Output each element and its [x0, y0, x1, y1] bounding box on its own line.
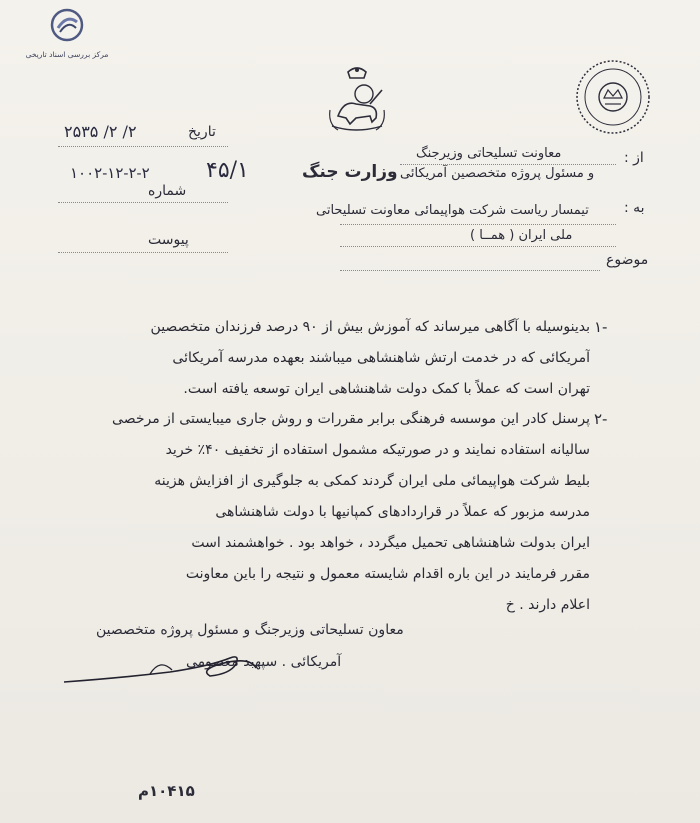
lion-and-sun-emblem-icon	[326, 64, 388, 138]
to-line-1: تیمسار ریاست شرکت هواپیمائی معاونت تسلیحاتی	[316, 203, 589, 218]
archive-logo-icon	[50, 8, 84, 42]
date-value: ۲/ ۲/ ۲۵۳۵	[64, 122, 137, 141]
handwritten-number: ۴۵/۱	[206, 158, 249, 183]
from-line-2: و مسئول پروژه متخصصین آمریکائی	[400, 166, 595, 181]
signature-line-2: آمریکائی . سپهبد معصومی	[186, 654, 342, 670]
archive-watermark	[12, 8, 122, 59]
to-label: به :	[624, 200, 645, 216]
from-underline	[400, 164, 616, 165]
para2-number: ۲-	[594, 410, 608, 428]
subject-label: موضوع	[606, 252, 649, 268]
to-line-2: ملی ایران ( همــا )	[470, 228, 573, 243]
from-label: از :	[624, 150, 644, 166]
para1-number: ۱-	[594, 318, 608, 336]
number-value: ۱۰۰۲-۱۲-۲-۲	[70, 164, 150, 182]
attachment-label: پیوست	[148, 232, 189, 248]
para1-line-1: بدینوسیله با آگاهی میرساند که آموزش بیش از ۹۰ درصد فرزندان متخصصین	[150, 319, 590, 335]
paragraph-2	[70, 404, 590, 621]
date-line	[58, 146, 228, 147]
para2-line-2: سالیانه استفاده نمایند و در صورتیکه مشمول استفاده از تخفیف ۴۰٪ خرید	[165, 442, 590, 458]
para2-line-5: ایران بدولت شاهنشاهی تحمیل میگردد ، خواهد بود . خواهشمند است	[191, 535, 590, 551]
round-stamp-icon	[574, 58, 652, 136]
para1-line-3: تهران است که عملاً با کمک دولت شاهنشاهی ایران توسعه یافته است.	[183, 381, 590, 397]
handwritten-signature-icon	[60, 650, 260, 690]
para2-line-3: بلیط شرکت هواپیمائی ملی ایران گردند کمکی به جلوگیری از افزایش هزینه	[154, 473, 590, 489]
from-line-1: معاونت تسلیحاتی وزیرجنگ	[416, 146, 562, 161]
to-underline-2	[340, 246, 616, 247]
date-label: تاریخ	[188, 124, 216, 140]
subject-line	[340, 270, 600, 271]
signature-line-1: معاون تسلیحاتی وزیرجنگ و مسئول پروژه متخصصین	[96, 622, 404, 638]
document-code: ۱۰۴۱۵م	[138, 782, 195, 800]
to-underline	[340, 224, 616, 225]
para2-line-7: اعلام دارند . خ	[505, 597, 590, 613]
number-line	[58, 202, 228, 203]
attachment-line	[58, 252, 228, 253]
number-label: شماره	[148, 183, 187, 199]
para2-line-1: پرسنل کادر این موسسه فرهنگی برابر مقررات و روش جاری میبایستی از مرخصی	[112, 411, 590, 427]
para1-line-2: آمریکائی که در خدمت ارتش شاهنشاهی میباشند بعهده مدرسه آمریکائی	[172, 350, 590, 366]
watermark-text: مرکز بررسی اسناد تاریخی	[25, 50, 109, 59]
ministry-title: وزارت جنگ	[302, 162, 398, 182]
para2-line-6: مقرر فرمایند در این باره اقدام شایسته معمول و نتیجه را باین معاونت	[185, 566, 590, 582]
paragraph-1	[70, 312, 590, 405]
para2-line-4: مدرسه مزبور که عملاً در قراردادهای کمپانیها با دولت شاهنشاهی	[215, 504, 590, 520]
